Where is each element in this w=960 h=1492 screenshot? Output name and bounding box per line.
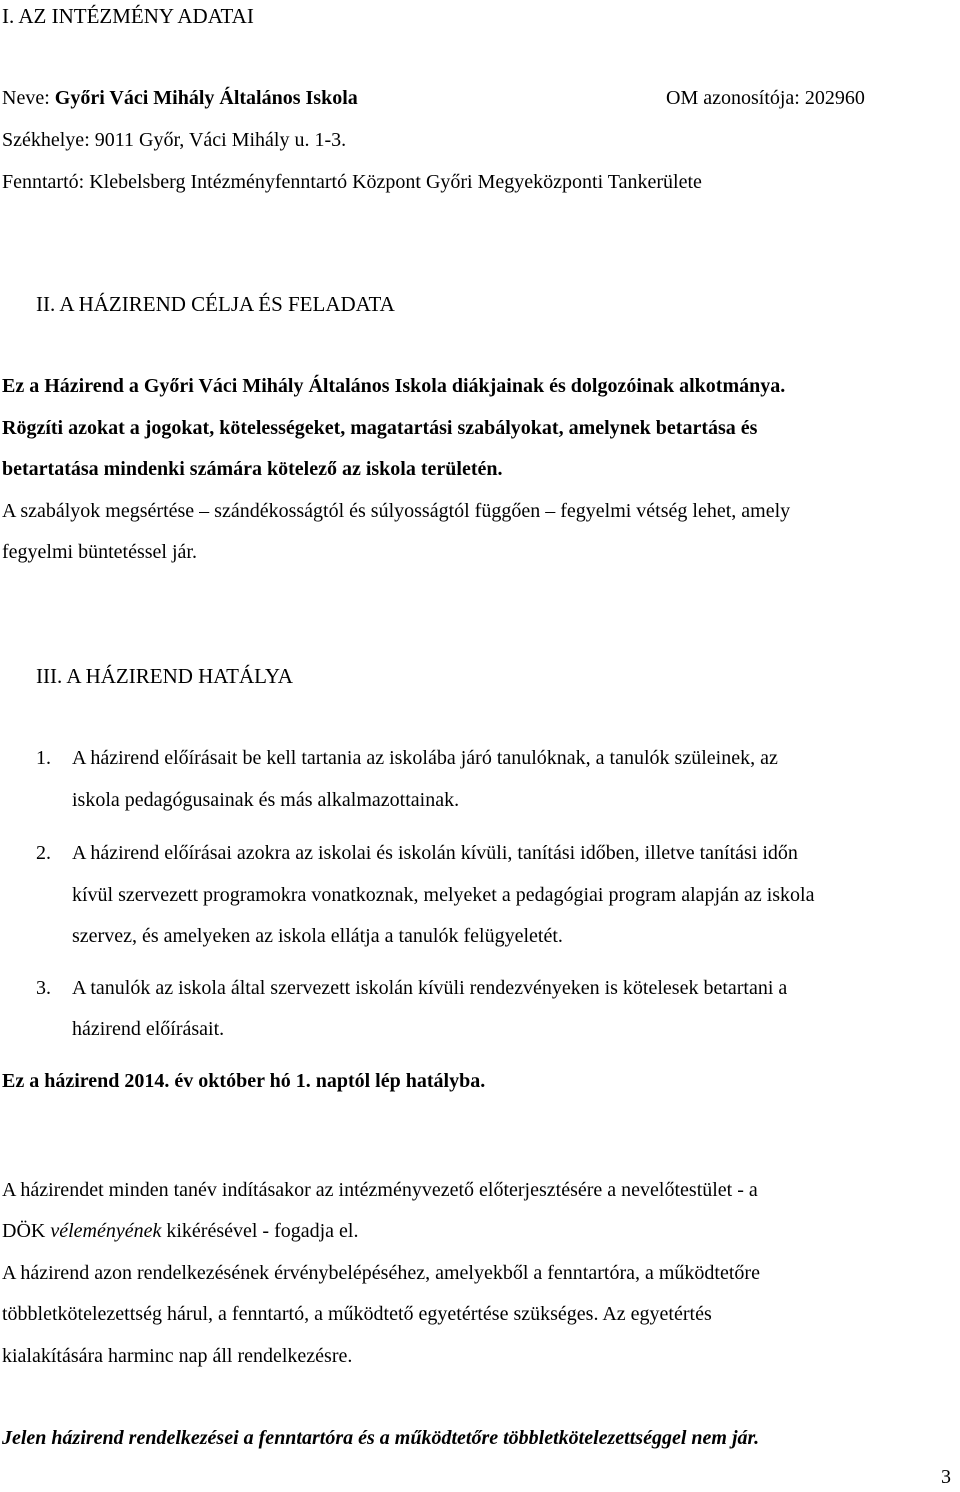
item-1-line-1: A házirend előírásait be kell tartania az iskolába járó tanulóknak, a tanulók szüleinek, az — [72, 747, 778, 769]
item-2-number: 2. — [36, 842, 51, 864]
section-3-heading: III. A HÁZIREND HATÁLYA — [36, 664, 293, 688]
closing-p1-line-1: A házirendet minden tanév indításakor az intézményvezető előterjesztésére a nevelőtestület - a — [2, 1179, 758, 1201]
item-1-line-2: iskola pedagógusainak és más alkalmazottainak. — [72, 789, 460, 811]
section-2-line-2: Rögzíti azokat a jogokat, kötelességeket, magatartási szabályokat, amelynek betartása és — [2, 417, 758, 439]
closing-final: Jelen házirend rendelkezései a fenntartóra és a működtetőre többletkötelezettséggel nem jár. — [2, 1427, 760, 1449]
page-number: 3 — [941, 1466, 951, 1488]
item-2-line-2: kívül szervezett programokra vonatkoznak, melyeket a pedagógiai program alapján az iskola — [72, 884, 815, 906]
institution-maintainer: Fenntartó: Klebelsberg Intézményfenntartó Központ Győri Megyeközponti Tankerülete — [2, 171, 702, 193]
item-1-number: 1. — [36, 747, 51, 769]
item-2-line-1: A házirend előírásai azokra az iskolai és iskolán kívüli, tanítási időben, illetve tanítási időn — [72, 842, 798, 864]
effective-date: Ez a házirend 2014. év október hó 1. naptól lép hatályba. — [2, 1070, 486, 1092]
closing-p2-line-1: A házirend azon rendelkezésének érvénybelépéséhez, amelyekből a fenntartóra, a működtetőre — [2, 1262, 760, 1284]
closing-p2-line-3: kialakítására harminc nap áll rendelkezésre. — [2, 1345, 353, 1367]
section-1-heading: I. AZ INTÉZMÉNY ADATAI — [2, 4, 254, 28]
item-3-number: 3. — [36, 977, 51, 999]
section-2-line-3: betartatása mindenki számára kötelező az iskola területén. — [2, 458, 503, 480]
om-id: OM azonosítója: 202960 — [666, 87, 865, 109]
item-3-line-2: házirend előírásait. — [72, 1018, 225, 1040]
closing-p1-text-b: kikérésével - fogadja el. — [161, 1220, 359, 1242]
closing-p2-line-2: többletkötelezettség hárul, a fenntartó, a működtető egyetértése szükséges. Az egyetértés — [2, 1303, 712, 1325]
section-2-heading: II. A HÁZIREND CÉLJA ÉS FELADATA — [36, 292, 395, 316]
item-2-line-3: szervez, és amelyeken az iskola ellátja a tanulók felügyeletét. — [72, 925, 563, 947]
section-2-line-1: Ez a Házirend a Győri Váci Mihály Általános Iskola diákjainak és dolgozóinak alkotmánya. — [2, 375, 786, 397]
closing-p1-italic: véleményének — [50, 1220, 162, 1242]
closing-p1-text-a: DÖK — [2, 1220, 51, 1242]
name-value: Győri Váci Mihály Általános Iskola — [54, 87, 358, 109]
item-3-line-1: A tanulók az iskola által szervezett iskolán kívüli rendezvényeken is kötelesek betartani a — [72, 977, 788, 999]
closing-p1-line-2 — [2, 1220, 359, 1243]
section-2-line-4: A szabályok megsértése – szándékosságtól és súlyosságtól függően – fegyelmi vétség lehet, amely — [2, 500, 791, 522]
institution-name — [2, 87, 358, 110]
section-2-line-5: fegyelmi büntetéssel jár. — [2, 541, 197, 563]
institution-seat: Székhelye: 9011 Győr, Váci Mihály u. 1-3. — [2, 129, 347, 151]
name-label: Neve: — [2, 87, 55, 109]
